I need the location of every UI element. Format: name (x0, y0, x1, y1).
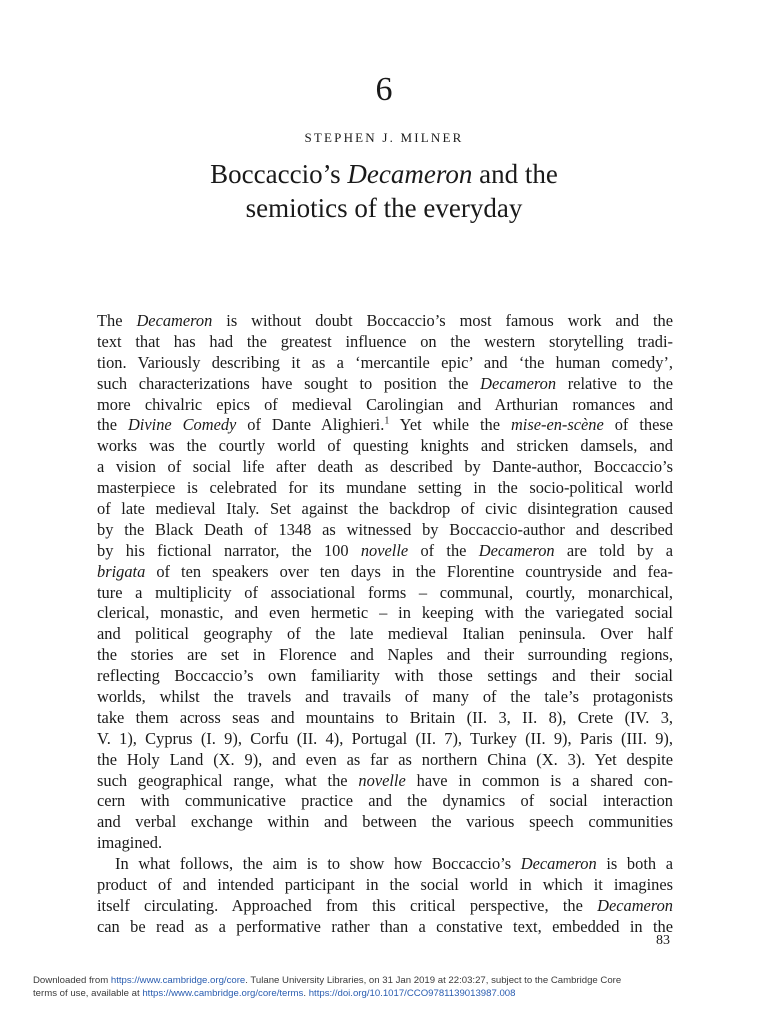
body-line (97, 457, 673, 478)
text-segment: cern with communicative practice and the dynamics of social interaction (97, 791, 673, 811)
text-segment: such characterizations have sought to position the (97, 373, 481, 393)
italic-text: brigata (97, 561, 146, 581)
download-footer (33, 974, 753, 1000)
body-line (97, 708, 673, 729)
text-segment: of ten speakers over ten days in the Florentine countryside and fea- (145, 561, 673, 581)
text-segment: Yet while the (389, 415, 511, 435)
text-segment: worlds, whilst the travels and travails of many of the tale’s protagonists (97, 687, 673, 707)
body-line (97, 896, 673, 917)
text-segment: masterpiece is celebrated for its mundane setting in the socio-political world (97, 478, 673, 498)
terms-link[interactable]: https://www.cambridge.org/core/terms (142, 988, 304, 999)
cambridge-core-link[interactable]: https://www.cambridge.org/core (110, 975, 246, 986)
text-segment: relative to the (556, 373, 673, 393)
text-segment: of the (408, 540, 479, 560)
body-line (97, 499, 673, 520)
italic-text: novelle (358, 770, 406, 790)
text-segment: imagined. (97, 833, 163, 853)
text-segment: of these (603, 415, 674, 435)
text-segment: tion. Variously describing it as a ‘mercantile epic’ and ‘the human comedy’, (97, 352, 673, 372)
text-segment: clerical, monastic, and even hermetic – in keeping with the variegated social (97, 603, 673, 623)
text-segment: is both a (596, 854, 674, 874)
text-segment: product of and intended participant in the social world in which it imagines (97, 875, 673, 895)
text-segment: the Holy Land (X. 9), and even as far as northern China (X. 3). Yet despite (97, 749, 673, 769)
body-line (97, 436, 673, 457)
text-segment: itself circulating. Approached from this critical perspective, the (97, 895, 598, 915)
text-segment: a vision of social life after death as described by Dante-author, Boccaccio’s (97, 457, 673, 477)
text-segment: have in common is a shared con- (405, 770, 673, 790)
italic-text: Decameron (520, 854, 597, 874)
footer-line-2: terms of use, available at https://www.cambridge.org/core/terms. https://doi.org/10.1017/CCO9781139013987.008 (33, 988, 516, 999)
footer-line-1: Downloaded from https://www.cambridge.org/core. Tulane University Libraries, on 31 Jan 2019 at 22:03:27, subject to the Cambridge Core (33, 975, 622, 986)
italic-text: Divine Comedy (127, 415, 237, 435)
body-line (97, 603, 673, 624)
text-segment: V. 1), Cyprus (I. 9), Corfu (II. 4), Portugal (II. 7), Turkey (II. 9), Paris (III. 9), (97, 728, 673, 748)
body-line (97, 311, 673, 332)
text-segment: can be read as a performative rather than a constative text, embedded in the (97, 916, 673, 936)
chapter-number: 6 (375, 71, 393, 108)
text-segment: is without doubt Boccaccio’s most famous work and the (212, 311, 673, 330)
text-segment: text that has had the greatest influence on the western storytelling tradi- (97, 331, 673, 351)
body-line (97, 645, 673, 666)
body-line (97, 687, 673, 708)
text-segment: such geographical range, what the (97, 770, 359, 790)
body-line (97, 666, 673, 687)
footnote-marker: 1 (384, 415, 390, 427)
text-segment: the (97, 415, 128, 435)
text-segment: works was the courtly world of questing knights and stricken damsels, and (97, 436, 673, 456)
body-line (97, 562, 673, 583)
italic-text: Decameron (480, 373, 557, 393)
text-segment: of late medieval Italy. Set against the backdrop of civic disintegration caused (97, 499, 673, 519)
italic-text: novelle (360, 540, 409, 560)
text-segment: reflecting Boccaccio’s own familiarity with those settings and their social (97, 666, 673, 686)
body-line (97, 520, 673, 541)
doi-link[interactable]: https://doi.org/10.1017/CCO9781139013987.008 (308, 988, 516, 999)
italic-text: Decameron (597, 895, 673, 915)
italic-text: Decameron (136, 311, 213, 330)
body-text (97, 311, 673, 938)
body-line (97, 624, 673, 645)
text-segment: In what follows, the aim is to show how Boccaccio’s (115, 854, 521, 874)
body-line (97, 353, 673, 374)
body-line (97, 771, 673, 792)
body-line (97, 875, 673, 896)
text-segment: and verbal exchange within and between the various speech communities (97, 812, 673, 832)
body-line (97, 374, 673, 395)
body-line (97, 729, 673, 750)
body-line (97, 478, 673, 499)
text-segment: the stories are set in Florence and Naples and their surrounding regions, (97, 645, 673, 665)
body-line (97, 833, 673, 854)
text-segment: The (97, 311, 137, 330)
text-segment: more chivalric epics of medieval Carolingian and Arthurian romances and (97, 394, 673, 414)
body-line (97, 541, 673, 562)
body-line (97, 791, 673, 812)
body-line (97, 812, 673, 833)
text-segment: by his fictional narrator, the 100 (97, 540, 361, 560)
body-line (97, 583, 673, 604)
title-line-2: semiotics of the everyday (245, 193, 523, 223)
title-line-1: Boccaccio’s Decameron and the (210, 159, 558, 189)
body-line (97, 332, 673, 353)
text-segment: and political geography of the late medieval Italian peninsula. Over half (97, 624, 673, 644)
text-segment: ture a multiplicity of associational forms – communal, courtly, monarchical, (97, 582, 673, 602)
italic-text: mise-en-scène (510, 415, 604, 435)
body-line (97, 415, 673, 436)
body-line (97, 750, 673, 771)
text-segment: take them across seas and mountains to Britain (II. 3, II. 8), Crete (IV. 3, (97, 707, 673, 727)
text-segment: are told by a (554, 540, 673, 560)
text-segment: by the Black Death of 1348 as witnessed by Boccaccio-author and described (97, 519, 673, 539)
body-line (97, 395, 673, 416)
page-number: 83 (656, 933, 670, 948)
italic-text: Decameron (478, 540, 555, 560)
chapter-title (0, 157, 768, 225)
chapter-author: STEPHEN J. MILNER (304, 130, 464, 145)
text-segment: of Dante Alighieri. (236, 415, 385, 435)
body-line (97, 917, 673, 938)
body-line (97, 854, 673, 875)
